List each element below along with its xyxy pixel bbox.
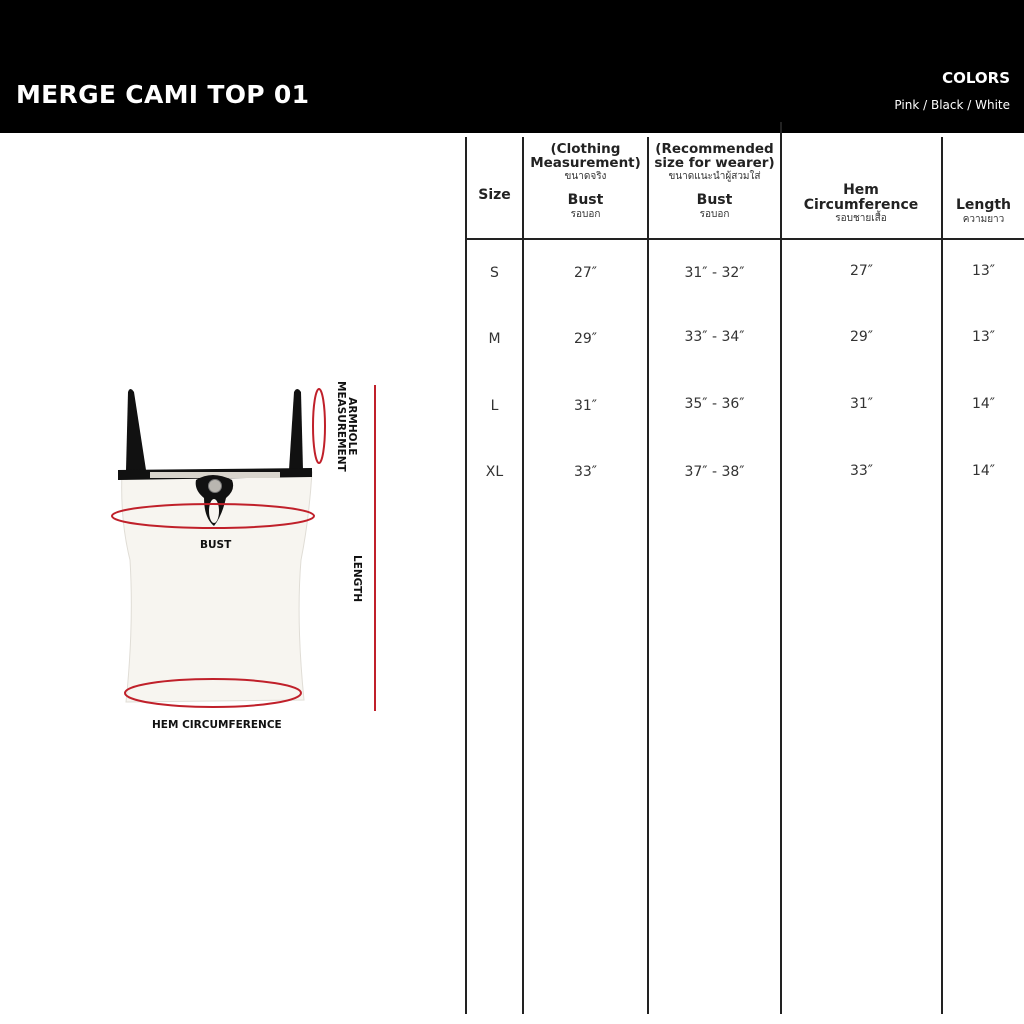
header-bust-recommended: (Recommended size for wearer) ขนาดแนะนำผู้สวมใส่ Bust รอบอก [654, 141, 775, 220]
bust-label: BUST [200, 539, 232, 551]
cell-hem: 29″ [849, 329, 874, 345]
cell-recommended: 31″ - 32″ [684, 265, 745, 281]
cell-length: 14″ [971, 463, 996, 479]
table-divider [780, 122, 782, 1014]
hem-label: HEM CIRCUMFERENCE [152, 719, 282, 731]
garment-diagram [0, 0, 465, 1024]
colors-value: Pink / Black / White [894, 98, 1010, 112]
cell-hem: 27″ [849, 263, 874, 279]
colors-label: COLORS [942, 69, 1010, 87]
left-strap [126, 389, 146, 470]
header-length: Length ความยาว [955, 197, 1012, 225]
cell-hem: 31″ [849, 396, 874, 412]
cell-size: XL [485, 464, 504, 480]
cell-length: 13″ [971, 263, 996, 279]
armhole-label: ARMHOLE MEASUREMENT [334, 381, 358, 472]
table-header-rule [466, 238, 1024, 240]
header-size: Size [478, 187, 511, 203]
cell-hem: 33″ [849, 463, 874, 479]
right-strap [289, 389, 303, 470]
cell-bust: 29″ [573, 331, 598, 347]
cell-size: L [490, 398, 499, 414]
length-label: LENGTH [351, 555, 363, 603]
cell-length: 13″ [971, 329, 996, 345]
cell-size: S [490, 265, 499, 281]
product-title: MERGE CAMI TOP 01 [16, 80, 310, 109]
brooch-icon [209, 480, 222, 493]
cell-size: M [488, 331, 501, 347]
cell-bust: 33″ [573, 464, 598, 480]
cell-bust: 31″ [573, 398, 598, 414]
header-hem: Hem Circumference รอบชายเสื้อ [803, 182, 919, 225]
cell-length: 14″ [971, 396, 996, 412]
cell-recommended: 37″ - 38″ [684, 464, 745, 480]
header-bust-clothing: (Clothing Measurement) ขนาดจริง Bust รอบอก [530, 141, 641, 220]
keyhole-opening [209, 499, 219, 523]
cell-recommended: 33″ - 34″ [684, 329, 745, 345]
cell-recommended: 35″ - 36″ [684, 396, 745, 412]
cell-bust: 27″ [573, 265, 598, 281]
armhole-measure-line [313, 389, 325, 463]
